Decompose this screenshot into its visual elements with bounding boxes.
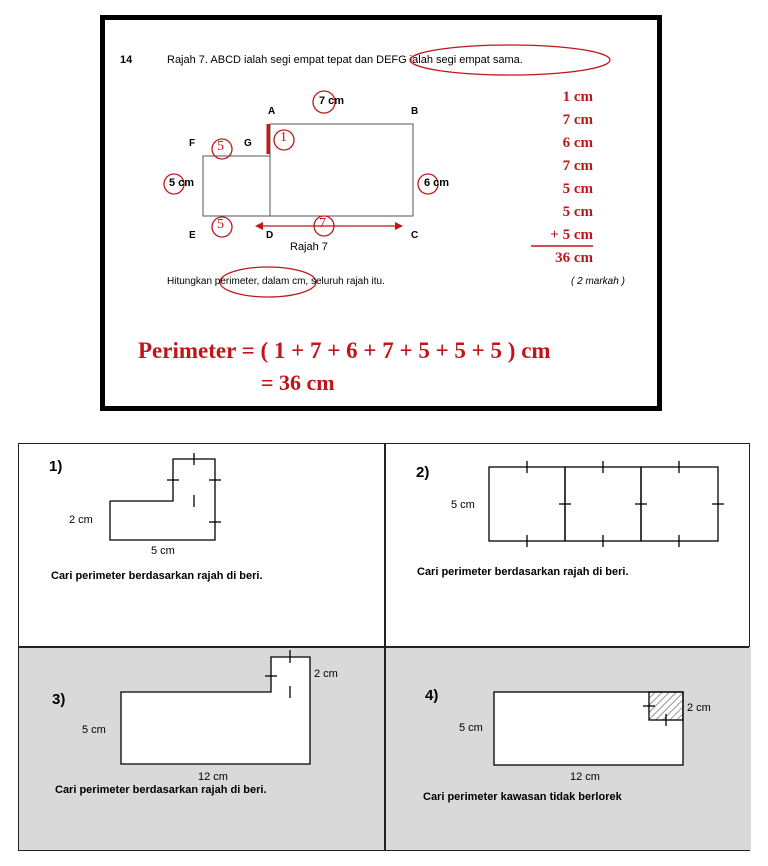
ex3-instruction: Cari perimeter berdasarkan rajah di beri. bbox=[55, 784, 267, 796]
ex3-number: 3) bbox=[52, 691, 66, 708]
sum-line: 7 cm bbox=[562, 112, 593, 128]
sum-line: + 5 cm bbox=[550, 227, 593, 243]
question-text: Rajah 7. ABCD ialah segi empat tepat dan DEFG ialah segi empat sama. bbox=[167, 54, 523, 66]
sum-total: 36 cm bbox=[555, 250, 593, 266]
ex4-instruction: Cari perimeter kawasan tidak berlorek bbox=[423, 791, 622, 803]
ex3-square-label: 2 cm bbox=[314, 668, 338, 680]
sum-line: 1 cm bbox=[562, 89, 593, 105]
ex4-shape bbox=[494, 692, 683, 765]
perimeter-result: = 36 cm bbox=[261, 370, 335, 395]
ex2-side-label: 5 cm bbox=[451, 499, 475, 511]
ex1-instruction: Cari perimeter berdasarkan rajah di beri. bbox=[51, 570, 263, 582]
ellipse-defg bbox=[410, 45, 610, 75]
vertex-f: F bbox=[189, 138, 196, 149]
ex1-number: 1) bbox=[49, 458, 63, 475]
ex1-bottom-label: 5 cm bbox=[151, 545, 175, 557]
vertex-c: C bbox=[411, 230, 419, 241]
sum-line: 5 cm bbox=[562, 204, 593, 220]
ex3-shape bbox=[121, 650, 310, 764]
question-number: 14 bbox=[120, 54, 133, 66]
label-ed-5: 5 bbox=[217, 217, 224, 232]
label-left-5cm: 5 cm bbox=[169, 177, 195, 189]
label-ag-1: 1 bbox=[280, 130, 287, 145]
sum-line: 5 cm bbox=[562, 181, 593, 197]
ex3-bottom-label: 12 cm bbox=[198, 771, 228, 783]
label-dc-7: 7 bbox=[319, 216, 326, 231]
ex1-shape bbox=[110, 453, 221, 540]
ex2-shape bbox=[489, 461, 724, 547]
dc-arrow-left bbox=[255, 222, 263, 230]
perimeter-formula: Perimeter = ( 1 + 7 + 6 + 7 + 5 + 5 + 5 ) cm bbox=[138, 338, 551, 363]
vertex-a: A bbox=[268, 106, 276, 117]
diagram-caption: Rajah 7 bbox=[290, 241, 328, 253]
ex4-bottom-label: 12 cm bbox=[570, 771, 600, 783]
sum-column bbox=[531, 86, 593, 270]
ex1-side-label: 2 cm bbox=[69, 514, 93, 526]
label-top-7cm: 7 cm bbox=[319, 95, 345, 107]
vertex-d: D bbox=[266, 230, 274, 241]
ex3-side-label: 5 cm bbox=[82, 724, 106, 736]
ex2-instruction: Cari perimeter berdasarkan rajah di beri. bbox=[417, 566, 629, 578]
vertex-e: E bbox=[189, 230, 196, 241]
vertex-b: B bbox=[411, 106, 419, 117]
sum-line: 6 cm bbox=[562, 135, 593, 151]
exercise-grid bbox=[18, 443, 750, 851]
ex4-side-label: 5 cm bbox=[459, 722, 483, 734]
worked-example-panel bbox=[100, 15, 662, 411]
square-defg bbox=[203, 156, 270, 216]
marks-text: ( 2 markah ) bbox=[571, 276, 625, 287]
label-fg-5: 5 bbox=[217, 139, 224, 154]
vertex-g: G bbox=[244, 138, 252, 149]
dc-arrow-right bbox=[395, 222, 403, 230]
rectangle-abcd bbox=[270, 124, 413, 216]
instruction-text: Hitungkan perimeter, dalam cm, seluruh rajah itu. bbox=[167, 276, 385, 287]
ex4-number: 4) bbox=[425, 687, 439, 704]
ex2-number: 2) bbox=[416, 464, 430, 481]
label-right-6cm: 6 cm bbox=[424, 177, 450, 189]
sum-line: 7 cm bbox=[562, 158, 593, 174]
ex4-square-label: 2 cm bbox=[687, 702, 711, 714]
